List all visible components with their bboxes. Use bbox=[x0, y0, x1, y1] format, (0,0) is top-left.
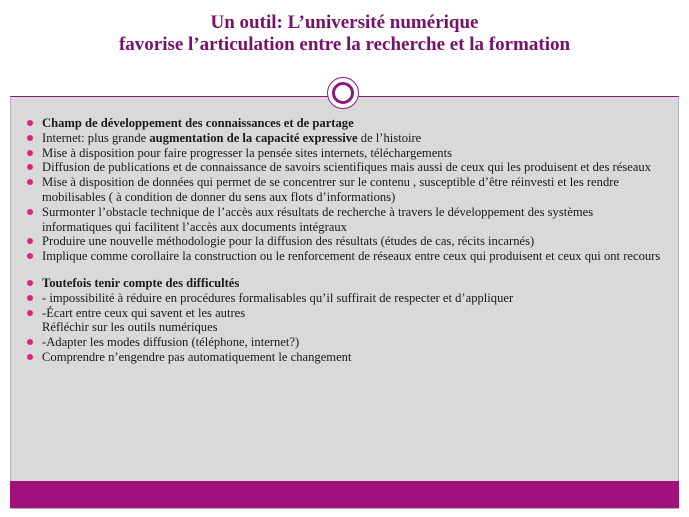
bullet-item bbox=[24, 116, 664, 131]
bullet-dot-icon bbox=[27, 310, 33, 316]
bullet-text-emphasis: augmentation de la capacité expressive bbox=[149, 130, 358, 145]
slide-title bbox=[10, 12, 679, 56]
bullet-item bbox=[24, 276, 664, 291]
title-line-2: favorise l’articulation entre la recherche et la formation bbox=[118, 34, 571, 55]
bullet-text: -Écart entre ceux qui savent et les autres bbox=[42, 305, 246, 320]
bullet-text: Surmonter l’obstacle technique de l’accès aux résultats de recherche à travers le développement des systèmes informatiques qui facilitent l’accès aux documents intégraux bbox=[42, 204, 594, 234]
bullet-dot-icon bbox=[27, 295, 33, 301]
bullet-item bbox=[24, 131, 664, 146]
bullet-dot-icon bbox=[27, 354, 33, 360]
bullet-text: Internet: plus grande bbox=[42, 130, 150, 145]
bullet-text: Réfléchir sur les outils numériques bbox=[42, 320, 218, 335]
bullet-text: - impossibilité à réduire en procédures formalisables qu’il suffirait de respecter et d’appliquer bbox=[42, 290, 514, 305]
bullet-text: Diffusion de publications et de connaissance de savoirs scientifiques mais aussi de ceux qui les produisent et des réseaux bbox=[42, 160, 652, 175]
bullet-item bbox=[24, 175, 664, 205]
bullet-dot-icon bbox=[27, 135, 33, 141]
bullet-item bbox=[24, 205, 664, 235]
bullet-dot-icon bbox=[27, 339, 33, 345]
bullet-text: Champ de développement des connaissances et de partage bbox=[42, 116, 354, 130]
bullet-text: de l’histoire bbox=[357, 130, 422, 145]
bullet-text: Mise à disposition de données qui permet de se concentrer sur le contenu , susceptible d’être réinvesti et les rendre mobilisables ( à condition de donner du sens aux flots d’informations) bbox=[42, 175, 620, 204]
bullet-dot-icon bbox=[27, 238, 33, 244]
bullet-text: Toutefois tenir compte des difficultés bbox=[42, 275, 240, 290]
bullet-dot-icon bbox=[27, 164, 33, 170]
bullet-item bbox=[24, 291, 664, 306]
bullet-item bbox=[24, 160, 664, 175]
footer-band bbox=[10, 481, 679, 508]
circle-emblem-icon bbox=[327, 77, 359, 109]
bullet-item bbox=[24, 335, 664, 350]
list-spacer bbox=[24, 264, 664, 276]
bullet-dot-icon bbox=[27, 150, 33, 156]
bullet-text: Implique comme corollaire la construction ou le renforcement de réseaux entre ceux qui produisent et ceux qui ont recours bbox=[42, 249, 661, 264]
bullet-item bbox=[24, 234, 664, 249]
bullet-item bbox=[24, 146, 664, 161]
bullet-item bbox=[24, 350, 664, 365]
bullet-dot-icon bbox=[27, 120, 33, 126]
bullet-item bbox=[24, 306, 664, 321]
bullet-dot-icon bbox=[27, 253, 33, 259]
bullet-text: Mise à disposition pour faire progresser la pensée sites internets, téléchargements bbox=[42, 145, 452, 160]
bullet-dot-icon bbox=[27, 179, 33, 185]
bullet-dot-icon bbox=[27, 209, 33, 215]
bullet-dot-icon bbox=[27, 280, 33, 286]
title-line-1: Un outil: L’université numérique bbox=[210, 12, 479, 33]
bullet-item bbox=[24, 320, 664, 335]
bullet-text: Produire une nouvelle méthodologie pour la diffusion des résultats (études de cas, récits incarnés) bbox=[42, 234, 535, 249]
bullet-text: Comprendre n’engendre pas automatiquement le changement bbox=[42, 349, 352, 364]
bullet-list bbox=[24, 116, 664, 365]
bullet-item bbox=[24, 249, 664, 264]
bullet-text: -Adapter les modes diffusion (téléphone, internet?) bbox=[42, 335, 300, 350]
